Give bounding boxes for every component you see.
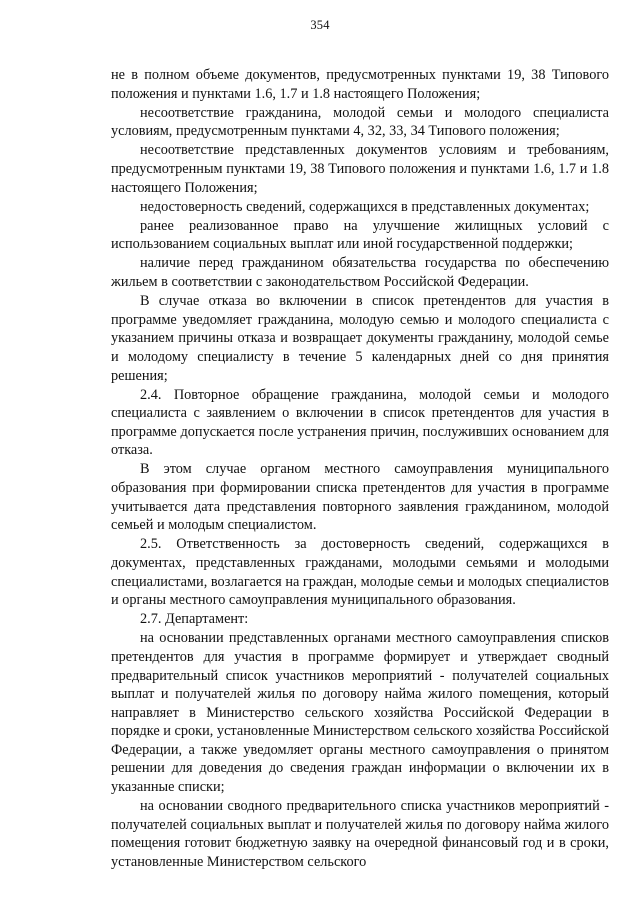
paragraph-refusal-notification: В случае отказа во включении в список претендентов для участия в программе уведомляет гражданина, молодую семью и молодого специалиста с указанием причины отказа и возвращает документы гражданину, молодой семье и молодому специалисту в течение 5 календарных дней со дня принятия решения; <box>111 293 609 384</box>
paragraph-refusal-reason-prior-support: ранее реализованное право на улучшение жилищных условий с использованием социальных выплат или иной государственной поддержки; <box>111 217 609 253</box>
paragraph-refusal-reason-state-obligation: наличие перед гражданином обязательства государства по обеспечению жильем в соответствии с законодательством Российской Федерации. <box>111 255 609 291</box>
page-number: 354 <box>310 18 330 32</box>
paragraph-refusal-reason-mismatch-documents: несоответствие представленных документов условиям и требованиям, предусмотренным пунктами 19, 38 Типового положения и пунктами 1.6, 1.7 и 1.8 настоящего Положения; <box>111 142 609 196</box>
document-body <box>111 66 609 872</box>
paragraph-section-2-7-heading: 2.7. Департамент: <box>140 611 249 628</box>
paragraph-department-consolidated-list: на основании представленных органами местного самоуправления списков претендентов для участия в программе формирует и утверждает сводный предварительный список участников мероприятий - получателей социальных выплат и получателей жилья по договору найма жилого помещения, который направляет в Министерство сельского хозяйства Российской Федерации в порядке и сроки, установленные Министерством сельского хозяйства Российской Федерации, а также уведомляет органы местного самоуправления о принятом решении для доведения до сведения граждан информации о включении их в указанные списки; <box>111 630 609 796</box>
paragraph-section-2-4: 2.4. Повторное обращение гражданина, молодой семьи и молодого специалиста с заявлением о включении в список претендентов для участия в программе допускается после устранения причин, послуживших основанием для отказа. <box>111 386 609 459</box>
paragraph-refusal-reason-mismatch-person: несоответствие гражданина, молодой семьи и молодого специалиста условиям, предусмотренным пунктами 4, 32, 33, 34 Типового положения; <box>111 104 609 140</box>
paragraph-refusal-reason-false-info: недостоверность сведений, содержащихся в представленных документах; <box>140 198 590 215</box>
paragraph-section-2-5: 2.5. Ответственность за достоверность сведений, содержащихся в документах, представленных гражданами, молодыми семьями и молодыми специалистами, возлагается на граждан, молодые семьи и молодых специалистов и органы местного самоуправления муниципального образования. <box>111 536 609 609</box>
paragraph-department-budget-request: на основании сводного предварительного списка участников мероприятий - получателей социальных выплат и получателей жилья по договору найма жилого помещения готовит бюджетную заявку на очередной финансовый год и в сроки, установленные Министерством сельского <box>111 798 609 870</box>
paragraph-continuation: не в полном объеме документов, предусмотренных пунктами 19, 38 Типового положения и пунктами 1.6, 1.7 и 1.8 настоящего Положения; <box>111 67 609 102</box>
paragraph-repeat-application-date: В этом случае органом местного самоуправления муниципального образования при формировании списка претендентов для участия в программе учитывается дата представления повторного заявления гражданином, молодой семьей и молодым специалистом. <box>111 461 609 534</box>
